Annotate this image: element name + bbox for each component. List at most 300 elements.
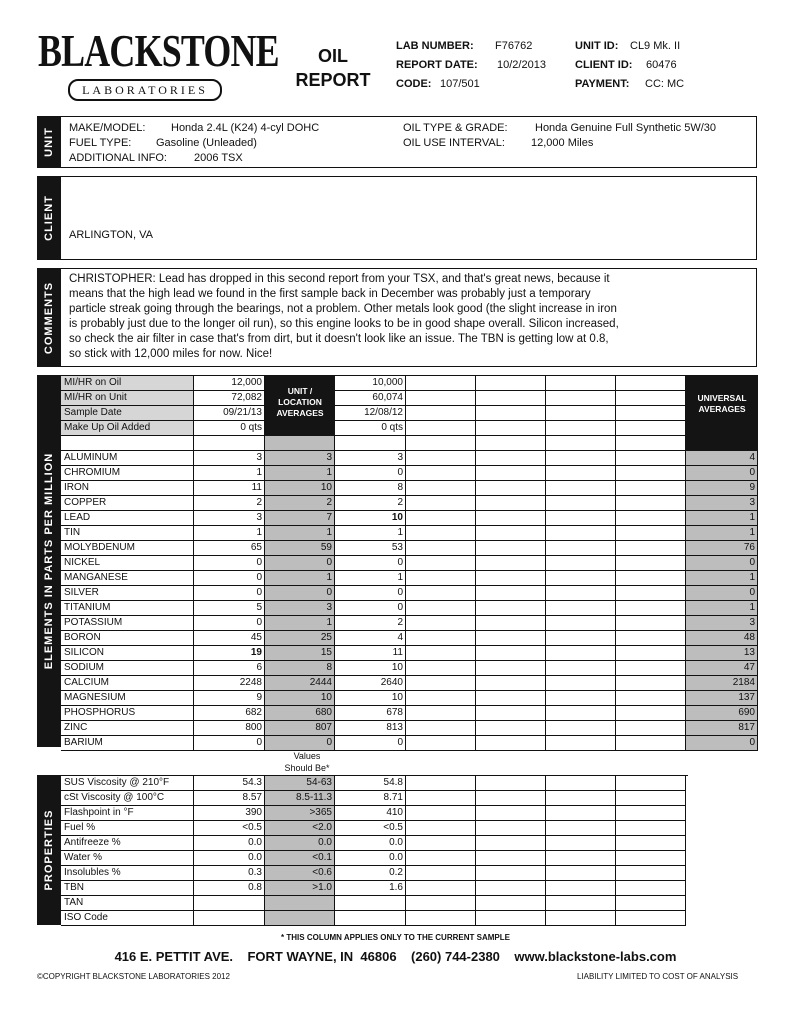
fuel-type: Gasoline (Unleaded) (156, 137, 257, 149)
property-sample1: 0.8 (194, 881, 265, 896)
empty-cell (616, 451, 686, 466)
empty-cell (546, 851, 616, 866)
footer-note: * THIS COLUMN APPLIES ONLY TO THE CURRENT SAMPLE (281, 933, 510, 942)
empty-cell (476, 616, 546, 631)
property-sample2: 410 (335, 806, 406, 821)
property-name: Antifreeze % (61, 836, 194, 851)
spacer-cell (335, 436, 406, 451)
empty-cell (406, 791, 476, 806)
element-universal-average: 1 (686, 526, 758, 541)
info-sample1: 12,000 (194, 376, 265, 391)
empty-cell (546, 571, 616, 586)
property-should-be: >1.0 (265, 881, 335, 896)
element-average: 0 (265, 586, 335, 601)
element-universal-average: 48 (686, 631, 758, 646)
empty-cell (546, 586, 616, 601)
property-name: ISO Code (61, 911, 194, 926)
empty-cell (476, 676, 546, 691)
element-name: POTASSIUM (61, 616, 194, 631)
empty-cell (476, 911, 546, 926)
element-universal-average: 0 (686, 586, 758, 601)
element-universal-average: 2184 (686, 676, 758, 691)
info-sample2: 12/08/12 (335, 406, 406, 421)
element-sample2: 0 (335, 466, 406, 481)
element-sample2: 1 (335, 571, 406, 586)
element-sample1: 65 (194, 541, 265, 556)
element-sample1: 2 (194, 496, 265, 511)
element-universal-average: 0 (686, 736, 758, 751)
property-name: Water % (61, 851, 194, 866)
element-name: MAGNESIUM (61, 691, 194, 706)
empty-cell (546, 451, 616, 466)
element-universal-average: 3 (686, 496, 758, 511)
property-name: Fuel % (61, 821, 194, 836)
empty-cell (476, 706, 546, 721)
element-average: 1 (265, 526, 335, 541)
property-should-be: 8.5-11.3 (265, 791, 335, 806)
empty-cell (476, 541, 546, 556)
element-sample1: 6 (194, 661, 265, 676)
element-average: 1 (265, 466, 335, 481)
comments-box (61, 268, 757, 367)
elements-table (61, 375, 758, 748)
element-universal-average: 817 (686, 721, 758, 736)
element-sample1: 9 (194, 691, 265, 706)
comment-line: is probably just due to the longer oil run), so this engine looks to be in good shape overall. Silicon increased, (69, 318, 619, 330)
empty-cell (546, 881, 616, 896)
client-location: ARLINGTON, VA (69, 229, 153, 241)
element-average: 15 (265, 646, 335, 661)
element-average: 1 (265, 571, 335, 586)
element-sample1: 3 (194, 451, 265, 466)
empty-cell (406, 541, 476, 556)
report-title (278, 44, 388, 92)
element-sample2: 0 (335, 736, 406, 751)
property-name: cSt Viscosity @ 100°C (61, 791, 194, 806)
footer-address: 416 E. PETTIT AVE. FORT WAYNE, IN 46806 (260) 744-2380 www.blackstone-labs.com (114, 949, 677, 964)
element-sample2: 2640 (335, 676, 406, 691)
property-should-be: >365 (265, 806, 335, 821)
property-sample2: 0.0 (335, 851, 406, 866)
empty-cell (476, 836, 546, 851)
empty-cell (616, 466, 686, 481)
element-sample1: 1 (194, 466, 265, 481)
empty-cell (406, 466, 476, 481)
empty-cell (476, 466, 546, 481)
unit-id-label: UNIT ID: (575, 40, 619, 52)
element-name: LEAD (61, 511, 194, 526)
element-sample2: 2 (335, 496, 406, 511)
element-average: 10 (265, 481, 335, 496)
empty-cell (406, 661, 476, 676)
empty-cell (616, 496, 686, 511)
property-sample2: 0.2 (335, 866, 406, 881)
spacer-cell (194, 436, 265, 451)
empty-cell (616, 511, 686, 526)
report-title-line2: REPORT (295, 70, 371, 90)
empty-cell (546, 391, 616, 406)
empty-cell (546, 376, 616, 391)
element-average: 10 (265, 691, 335, 706)
element-average: 3 (265, 601, 335, 616)
empty-cell (406, 911, 476, 926)
element-sample2: 10 (335, 511, 406, 526)
element-name: ZINC (61, 721, 194, 736)
property-sample1 (194, 896, 265, 911)
empty-cell (476, 721, 546, 736)
empty-cell (476, 631, 546, 646)
empty-cell (406, 571, 476, 586)
property-sample1: 8.57 (194, 791, 265, 806)
fuel-type-label: FUEL TYPE: (69, 137, 132, 149)
empty-cell (546, 511, 616, 526)
empty-cell (476, 821, 546, 836)
empty-cell (546, 661, 616, 676)
element-sample1: 45 (194, 631, 265, 646)
empty-cell (616, 736, 686, 751)
element-sample1: 11 (194, 481, 265, 496)
lab-number: F76762 (495, 40, 533, 52)
empty-cell (616, 406, 686, 421)
report-date-label: REPORT DATE: (396, 59, 478, 71)
element-average: 2444 (265, 676, 335, 691)
empty-cell (406, 776, 476, 791)
property-name: TAN (61, 896, 194, 911)
empty-cell (476, 406, 546, 421)
empty-cell (406, 406, 476, 421)
empty-cell (616, 851, 686, 866)
empty-cell (616, 911, 686, 926)
comment-line: so check the air filter in case that's from dirt, but it doesn't look like an issue. The TBN is getting low at 0.8, (69, 333, 609, 345)
empty-cell (406, 601, 476, 616)
property-should-be: 0.0 (265, 836, 335, 851)
info-row-label: Sample Date (61, 406, 194, 421)
property-sample2 (335, 911, 406, 926)
element-average: 0 (265, 736, 335, 751)
empty-cell (406, 866, 476, 881)
empty-cell (546, 836, 616, 851)
report-date: 10/2/2013 (497, 59, 546, 71)
empty-cell (616, 376, 686, 391)
comment-line: CHRISTOPHER: Lead has dropped in this second report from your TSX, and that's great news, because it (69, 273, 610, 285)
empty-cell (616, 881, 686, 896)
empty-cell (406, 851, 476, 866)
empty-cell (476, 601, 546, 616)
empty-cell (546, 721, 616, 736)
element-average: 807 (265, 721, 335, 736)
element-average: 8 (265, 661, 335, 676)
empty-cell (546, 481, 616, 496)
empty-cell (406, 511, 476, 526)
empty-cell (546, 526, 616, 541)
property-sample2: <0.5 (335, 821, 406, 836)
property-name: Flashpoint in °F (61, 806, 194, 821)
spacer-cell (406, 436, 476, 451)
empty-cell (546, 821, 616, 836)
empty-cell (546, 776, 616, 791)
empty-cell (406, 631, 476, 646)
element-sample2: 10 (335, 691, 406, 706)
additional-info-label: ADDITIONAL INFO: (69, 152, 167, 164)
element-universal-average: 0 (686, 466, 758, 481)
property-name: TBN (61, 881, 194, 896)
empty-cell (546, 421, 616, 436)
empty-cell (546, 676, 616, 691)
empty-cell (406, 646, 476, 661)
element-name: CHROMIUM (61, 466, 194, 481)
empty-cell (476, 881, 546, 896)
element-name: PHOSPHORUS (61, 706, 194, 721)
empty-cell (616, 896, 686, 911)
spacer-cell (61, 436, 194, 451)
footer-copyright: ©COPYRIGHT BLACKSTONE LABORATORIES 2012 (37, 972, 230, 981)
element-name: BARIUM (61, 736, 194, 751)
property-should-be (265, 896, 335, 911)
empty-cell (616, 631, 686, 646)
element-name: NICKEL (61, 556, 194, 571)
empty-cell (406, 556, 476, 571)
element-sample1: 682 (194, 706, 265, 721)
empty-cell (546, 541, 616, 556)
client-id-label: CLIENT ID: (575, 59, 633, 71)
empty-cell (616, 421, 686, 436)
empty-cell (616, 836, 686, 851)
empty-cell (546, 896, 616, 911)
comments-tab: COMMENTS (37, 268, 61, 367)
empty-cell (546, 496, 616, 511)
properties-tab: PROPERTIES (37, 775, 61, 925)
info-row-label: Make Up Oil Added (61, 421, 194, 436)
empty-cell (476, 866, 546, 881)
empty-cell (546, 706, 616, 721)
element-sample2: 3 (335, 451, 406, 466)
empty-cell (476, 586, 546, 601)
element-average: 680 (265, 706, 335, 721)
element-name: SODIUM (61, 661, 194, 676)
empty-cell (406, 691, 476, 706)
property-should-be: 54-63 (265, 776, 335, 791)
empty-cell (406, 836, 476, 851)
empty-cell (406, 526, 476, 541)
empty-cell (476, 646, 546, 661)
oil-type-label: OIL TYPE & GRADE: (403, 122, 508, 134)
empty-cell (406, 706, 476, 721)
element-universal-average: 3 (686, 616, 758, 631)
empty-cell (406, 586, 476, 601)
element-sample1: 0 (194, 571, 265, 586)
comment-line: particle streak going through the bearings, not a problem. Other metals look good (the slight increase in iron (69, 303, 617, 315)
property-sample2: 54.8 (335, 776, 406, 791)
element-universal-average: 1 (686, 571, 758, 586)
client-tab: CLIENT (37, 176, 61, 260)
element-universal-average: 137 (686, 691, 758, 706)
element-name: IRON (61, 481, 194, 496)
element-average: 1 (265, 616, 335, 631)
property-sample2: 8.71 (335, 791, 406, 806)
element-sample2: 0 (335, 601, 406, 616)
element-average: 0 (265, 556, 335, 571)
element-universal-average: 1 (686, 511, 758, 526)
report-title-line1: OIL (318, 46, 348, 66)
oil-interval: 12,000 Miles (531, 137, 594, 149)
element-name: MOLYBDENUM (61, 541, 194, 556)
element-sample1: 5 (194, 601, 265, 616)
element-sample1: 3 (194, 511, 265, 526)
info-sample1: 72,082 (194, 391, 265, 406)
empty-cell (616, 791, 686, 806)
empty-cell (476, 791, 546, 806)
empty-cell (476, 496, 546, 511)
empty-cell (476, 806, 546, 821)
element-sample2: 11 (335, 646, 406, 661)
client-id: 60476 (646, 59, 677, 71)
empty-cell (546, 646, 616, 661)
empty-cell (476, 376, 546, 391)
additional-info: 2006 TSX (194, 152, 243, 164)
info-sample2: 60,074 (335, 391, 406, 406)
oil-type: Honda Genuine Full Synthetic 5W/30 (535, 122, 716, 134)
empty-cell (406, 391, 476, 406)
empty-cell (616, 706, 686, 721)
element-name: TITANIUM (61, 601, 194, 616)
unit-averages-header: UNIT / LOCATION AVERAGES (265, 376, 335, 436)
empty-cell (476, 481, 546, 496)
property-sample1: 0.0 (194, 836, 265, 851)
element-universal-average: 1 (686, 601, 758, 616)
company-logo-subtitle: LABORATORIES (68, 79, 222, 101)
property-sample1: <0.5 (194, 821, 265, 836)
property-should-be: <0.6 (265, 866, 335, 881)
unit-box (61, 116, 757, 168)
empty-cell (476, 511, 546, 526)
empty-cell (476, 661, 546, 676)
spacer-cell (476, 436, 546, 451)
empty-cell (546, 911, 616, 926)
empty-cell (616, 646, 686, 661)
property-sample1: 0.3 (194, 866, 265, 881)
property-sample2: 0.0 (335, 836, 406, 851)
empty-cell (616, 866, 686, 881)
make-model: Honda 2.4L (K24) 4-cyl DOHC (171, 122, 320, 134)
element-sample2: 10 (335, 661, 406, 676)
empty-cell (406, 881, 476, 896)
element-name: SILICON (61, 646, 194, 661)
element-average: 2 (265, 496, 335, 511)
unit-id: CL9 Mk. II (630, 40, 681, 52)
empty-cell (546, 866, 616, 881)
property-sample1 (194, 911, 265, 926)
empty-cell (476, 896, 546, 911)
lab-number-label: LAB NUMBER: (396, 40, 474, 52)
element-sample2: 1 (335, 526, 406, 541)
comments-text (69, 272, 619, 362)
properties-table (61, 775, 688, 926)
element-universal-average: 76 (686, 541, 758, 556)
element-average: 7 (265, 511, 335, 526)
empty-cell (546, 466, 616, 481)
element-sample1: 1 (194, 526, 265, 541)
element-sample1: 0 (194, 736, 265, 751)
values-should-be-header: Values Should Be* (284, 751, 330, 773)
property-should-be (265, 911, 335, 926)
info-row-label: MI/HR on Unit (61, 391, 194, 406)
element-name: CALCIUM (61, 676, 194, 691)
element-sample2: 2 (335, 616, 406, 631)
element-average: 25 (265, 631, 335, 646)
empty-cell (616, 481, 686, 496)
property-should-be: <2.0 (265, 821, 335, 836)
empty-cell (546, 406, 616, 421)
spacer-cell (616, 436, 686, 451)
empty-cell (476, 421, 546, 436)
property-name: SUS Viscosity @ 210°F (61, 776, 194, 791)
element-name: SILVER (61, 586, 194, 601)
empty-cell (406, 806, 476, 821)
element-name: ALUMINUM (61, 451, 194, 466)
element-sample2: 678 (335, 706, 406, 721)
empty-cell (406, 451, 476, 466)
empty-cell (476, 691, 546, 706)
empty-cell (406, 676, 476, 691)
comment-line: means that the high lead we found in the first sample back in December was probably just a temporary (69, 288, 591, 300)
empty-cell (616, 526, 686, 541)
empty-cell (476, 571, 546, 586)
empty-cell (406, 896, 476, 911)
empty-cell (546, 691, 616, 706)
element-sample1: 0 (194, 586, 265, 601)
empty-cell (546, 556, 616, 571)
empty-cell (616, 721, 686, 736)
element-universal-average: 4 (686, 451, 758, 466)
empty-cell (616, 586, 686, 601)
element-sample2: 53 (335, 541, 406, 556)
property-sample1: 0.0 (194, 851, 265, 866)
element-sample1: 0 (194, 616, 265, 631)
avg-cell (265, 436, 335, 451)
property-sample1: 54.3 (194, 776, 265, 791)
empty-cell (476, 851, 546, 866)
info-sample2: 10,000 (335, 376, 406, 391)
empty-cell (546, 736, 616, 751)
company-logo: BLACKSTONE (38, 25, 279, 76)
element-sample2: 0 (335, 586, 406, 601)
empty-cell (476, 776, 546, 791)
empty-cell (616, 391, 686, 406)
comment-line: so stick with 12,000 miles for now. Nice! (69, 348, 273, 360)
element-sample1: 0 (194, 556, 265, 571)
code-label: CODE: (396, 78, 432, 90)
empty-cell (476, 391, 546, 406)
client-box (61, 176, 757, 260)
element-universal-average: 13 (686, 646, 758, 661)
empty-cell (616, 541, 686, 556)
empty-cell (406, 421, 476, 436)
element-sample2: 4 (335, 631, 406, 646)
empty-cell (616, 821, 686, 836)
empty-cell (406, 481, 476, 496)
payment-label: PAYMENT: (575, 78, 630, 90)
empty-cell (546, 791, 616, 806)
empty-cell (546, 616, 616, 631)
element-universal-average: 9 (686, 481, 758, 496)
footer-liability: LIABILITY LIMITED TO COST OF ANALYSIS (577, 972, 739, 981)
empty-cell (476, 451, 546, 466)
property-sample2: 1.6 (335, 881, 406, 896)
element-sample2: 8 (335, 481, 406, 496)
empty-cell (616, 776, 686, 791)
empty-cell (616, 556, 686, 571)
property-name: Insolubles % (61, 866, 194, 881)
